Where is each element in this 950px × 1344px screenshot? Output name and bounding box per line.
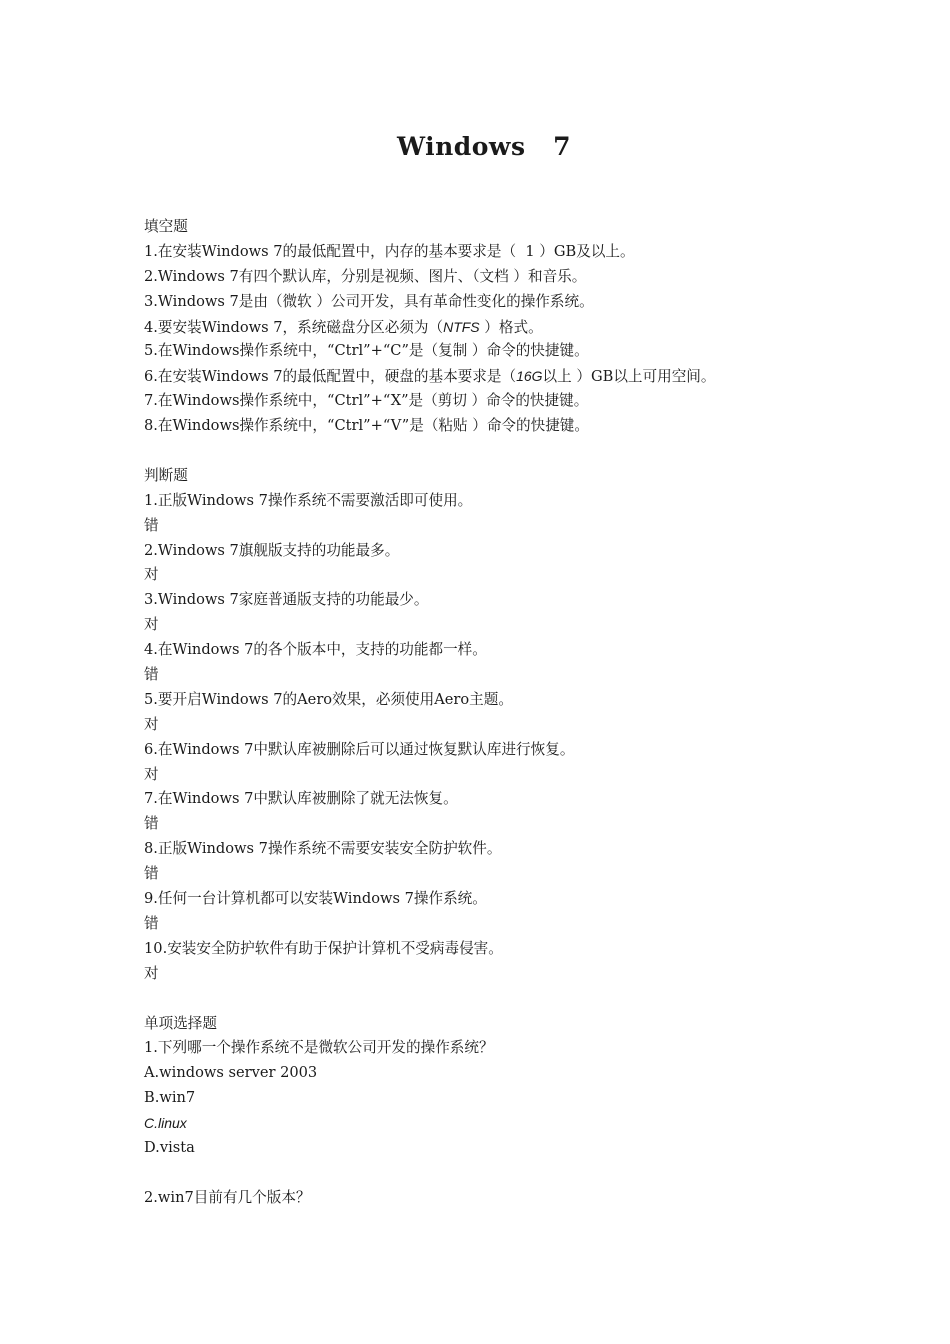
fill-blank-question: 8.在Windows操作系统中，“Ctrl”+“V”是（粘贴 ）命令的快捷键。 [144,417,589,435]
section-heading-fill-blank: 填空题 [144,218,188,235]
choice-option-b: B.win7 [144,1089,196,1107]
tf-question: 6.在Windows 7中默认库被删除后可以通过恢复默认库进行恢复。 [144,740,575,758]
tf-answer: 错 [144,516,159,534]
section-heading-single-choice: 单项选择题 [144,1014,217,1032]
question-text: 6.在安装Windows 7的最低配置中，硬盘的基本要求是（ [144,368,517,386]
section-heading-true-false: 判断题 [144,466,188,484]
section-spacer [144,987,904,1012]
fill-blank-question: 5.在Windows操作系统中，“Ctrl”+“C”是（复制 ）命令的快捷键。 [144,342,589,360]
fill-blank-question: 1.在安装Windows 7的最低配置中，内存的基本要求是（ 1 ）GB及以上。 [144,242,635,260]
tf-answer: 对 [144,765,159,783]
question-text: 以上 ）GB以上可用空间。 [542,368,716,386]
tf-answer: 错 [144,914,159,932]
tf-answer: 对 [144,616,159,634]
tf-answer: 对 [144,964,159,982]
tf-answer: 错 [144,865,159,883]
fill-blank-question: 3.Windows 7是由（微软 ）公司开发，具有革命性变化的操作系统。 [144,292,594,310]
tf-answer: 错 [144,815,159,833]
document-body [144,215,904,1211]
tf-question: 9.任何一台计算机都可以安装Windows 7操作系统。 [144,890,487,908]
tf-answer: 对 [144,715,159,733]
fill-blank-answer: NTFS [443,318,480,335]
tf-question: 10.安装安全防护软件有助于保护计算机不受病毒侵害。 [144,939,503,957]
tf-question: 5.要开启Windows 7的Aero效果，必须使用Aero主题。 [144,690,513,708]
choice-option-a: A.windows server 2003 [144,1064,318,1082]
tf-answer: 对 [144,566,159,584]
question-text: 4.要安装Windows 7，系统磁盘分区必须为（ [144,318,444,336]
question-text: ）格式。 [479,318,543,336]
choice-question: 1.下列哪一个操作系统不是微软公司开发的操作系统？ [144,1039,494,1057]
fill-blank-answer: 16G [516,368,543,385]
section-spacer [144,439,904,464]
tf-question: 7.在Windows 7中默认库被删除了就无法恢复。 [144,790,458,808]
question-spacer [144,1161,904,1186]
tf-question: 1.正版Windows 7操作系统不需要激活即可使用。 [144,491,473,509]
fill-blank-question: 2.Windows 7有四个默认库，分别是视频、图片、（文档 ）和音乐。 [144,267,587,285]
choice-option-c-correct: C.linux [144,1115,187,1132]
choice-question: 2.win7目前有几个版本？ [144,1188,311,1206]
tf-question: 3.Windows 7家庭普通版支持的功能最少。 [144,591,429,609]
document-title: Windows 7 [396,132,572,161]
fill-blank-question [144,364,904,389]
tf-question: 2.Windows 7旗舰版支持的功能最多。 [144,541,400,559]
fill-blank-question: 7.在Windows操作系统中，“Ctrl”+“X”是（剪切 ）命令的快捷键。 [144,392,589,410]
tf-question: 8.正版Windows 7操作系统不需要安装安全防护软件。 [144,840,502,858]
tf-question: 4.在Windows 7的各个版本中，支持的功能都一样。 [144,641,487,659]
tf-answer: 错 [144,666,159,684]
choice-option-d: D.vista [144,1138,195,1156]
fill-blank-question [144,315,904,340]
